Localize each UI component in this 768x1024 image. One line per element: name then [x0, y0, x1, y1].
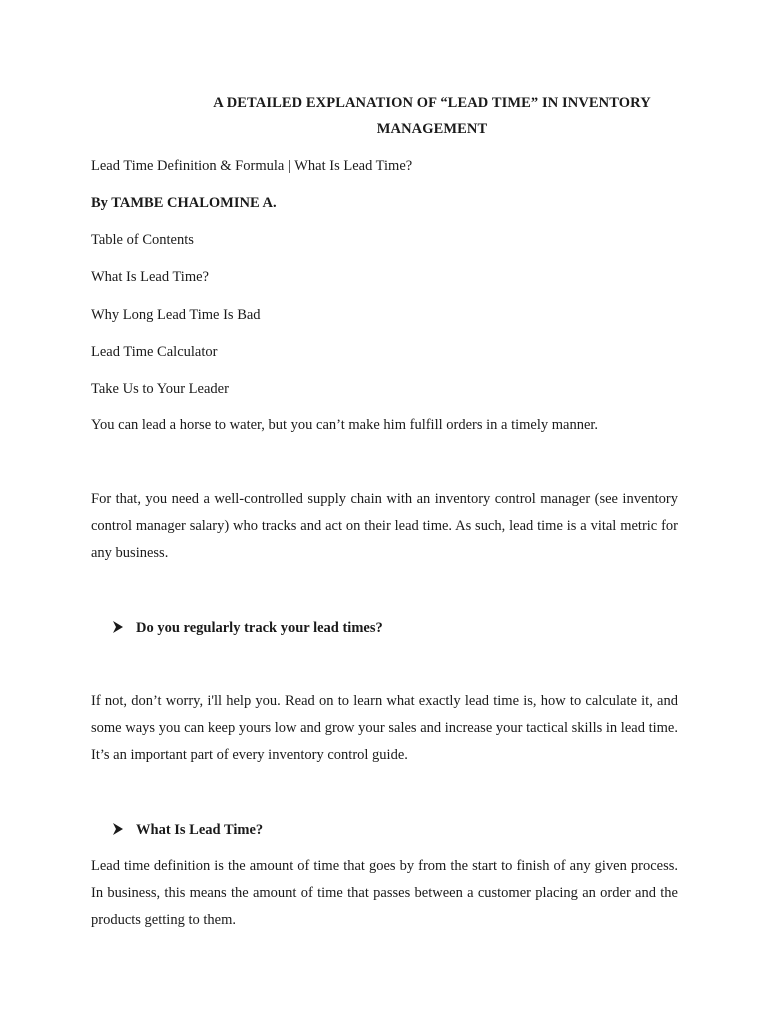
bullet-what-is-lead-time	[112, 820, 263, 840]
arrowhead-bullet-icon	[112, 621, 124, 633]
toc-item-lead-time-calculator: Lead Time Calculator	[91, 344, 218, 360]
author-line: By TAMBE CHALOMINE A.	[91, 195, 277, 211]
document-subtitle: Lead Time Definition & Formula | What Is Lead Time?	[91, 158, 413, 174]
intro-sentence: You can lead a horse to water, but you can’t make him fulfill orders in a timely manner.	[91, 417, 599, 433]
toc-item-what-is-lead-time: What Is Lead Time?	[91, 269, 209, 285]
paragraph-lead-time-definition: Lead time definition is the amount of time that goes by from the start to finish of any given process. In business, this means the amount of time that passes between a customer placing an order and the products getting to them.	[91, 858, 678, 928]
document-title	[120, 90, 744, 142]
bullet-track-lead-times	[112, 618, 383, 638]
paragraph-dont-worry: If not, don’t worry, i'll help you. Read on to learn what exactly lead time is, how to calculate it, and some ways you can keep yours low and grow your sales and increase your tactical skills in lead time. It’s an important part of every inventory control guide.	[91, 693, 678, 763]
toc-item-take-us-to-your-leader: Take Us to Your Leader	[91, 381, 229, 397]
toc-item-why-long-lead-time-is-bad: Why Long Lead Time Is Bad	[91, 307, 261, 323]
toc-heading: Table of Contents	[91, 232, 194, 248]
title-line-1: A DETAILED EXPLANATION OF “LEAD TIME” IN INVENTORY	[213, 95, 651, 111]
bullet-track-lead-times-text: Do you regularly track your lead times?	[136, 620, 383, 636]
title-line-2: MANAGEMENT	[376, 121, 488, 137]
bullet-what-is-lead-time-text: What Is Lead Time?	[136, 822, 264, 838]
paragraph-supply-chain: For that, you need a well-controlled supply chain with an inventory control manager (see inventory control manager salary) who tracks and act on their lead time. As such, lead time is a vital metric for any business.	[91, 491, 678, 561]
arrowhead-bullet-icon	[112, 823, 124, 835]
